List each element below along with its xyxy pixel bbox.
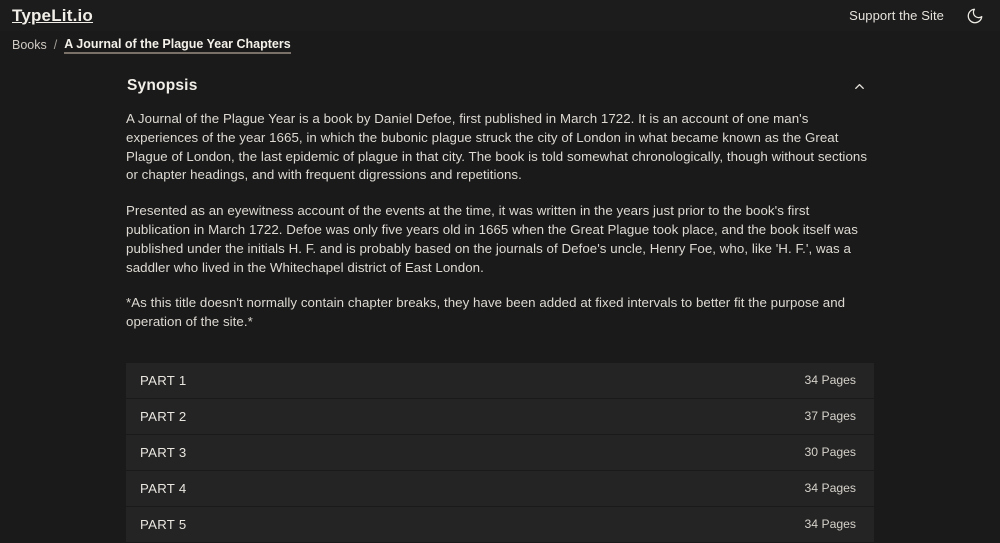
chapter-page-count: 30 Pages xyxy=(804,445,856,460)
synopsis-panel xyxy=(120,75,880,543)
chevron-up-icon[interactable] xyxy=(848,75,870,97)
breadcrumb-books-link[interactable]: Books xyxy=(12,38,47,52)
chapter-name: PART 1 xyxy=(140,372,187,388)
breadcrumb-separator: / xyxy=(53,38,58,52)
breadcrumb xyxy=(0,31,1000,59)
chapter-page-count: 34 Pages xyxy=(804,517,856,532)
chapter-row[interactable] xyxy=(126,507,874,543)
support-the-site-link[interactable]: Support the Site xyxy=(849,8,944,23)
chapter-page-count: 37 Pages xyxy=(804,409,856,424)
chapter-name: PART 5 xyxy=(140,516,187,532)
top-bar-actions xyxy=(849,5,986,27)
synopsis-paragraph: A Journal of the Plague Year is a book by Daniel Defoe, first published in March 1722. It is an account of one man's experiences of the year 1665, in which the bubonic plague struck the city of London in what became known as the Great Plague of London, the last epidemic of plague in that city. The book is told somewhat chronologically, though without sections or chapter headings, and with frequent digressions and repetitions. xyxy=(126,111,868,183)
site-logo[interactable]: TypeLit.io xyxy=(12,5,94,25)
chapter-list xyxy=(126,363,874,543)
chapter-name: PART 4 xyxy=(140,480,187,496)
synopsis-paragraph: *As this title doesn't normally contain chapter breaks, they have been added at fixed intervals to better fit the purpose and operation of the site.* xyxy=(126,295,846,330)
top-navigation-bar xyxy=(0,0,1000,31)
moon-icon[interactable] xyxy=(964,5,986,27)
chapter-name: PART 2 xyxy=(140,408,187,424)
chapter-row[interactable] xyxy=(126,363,874,399)
synopsis-header[interactable] xyxy=(126,75,874,97)
breadcrumb-current-page: A Journal of the Plague Year Chapters xyxy=(64,37,290,54)
chapter-name: PART 3 xyxy=(140,444,187,460)
main-content xyxy=(0,59,1000,543)
chapter-page-count: 34 Pages xyxy=(804,481,856,496)
chapter-row[interactable] xyxy=(126,435,874,471)
chapter-page-count: 34 Pages xyxy=(804,373,856,388)
chapter-row[interactable] xyxy=(126,399,874,435)
synopsis-paragraph: Presented as an eyewitness account of the events at the time, it was written in the years just prior to the book's first publication in March 1722. Defoe was only five years old in 1665 when the Great Plague took place, and the book itself was published under the initials H. F. and is probably based on the journals of Defoe's uncle, Henry Foe, who, like 'H. F.', was a saddler who lived in the Whitechapel district of East London. xyxy=(126,203,858,275)
synopsis-title: Synopsis xyxy=(127,77,198,94)
chapter-row[interactable] xyxy=(126,471,874,507)
